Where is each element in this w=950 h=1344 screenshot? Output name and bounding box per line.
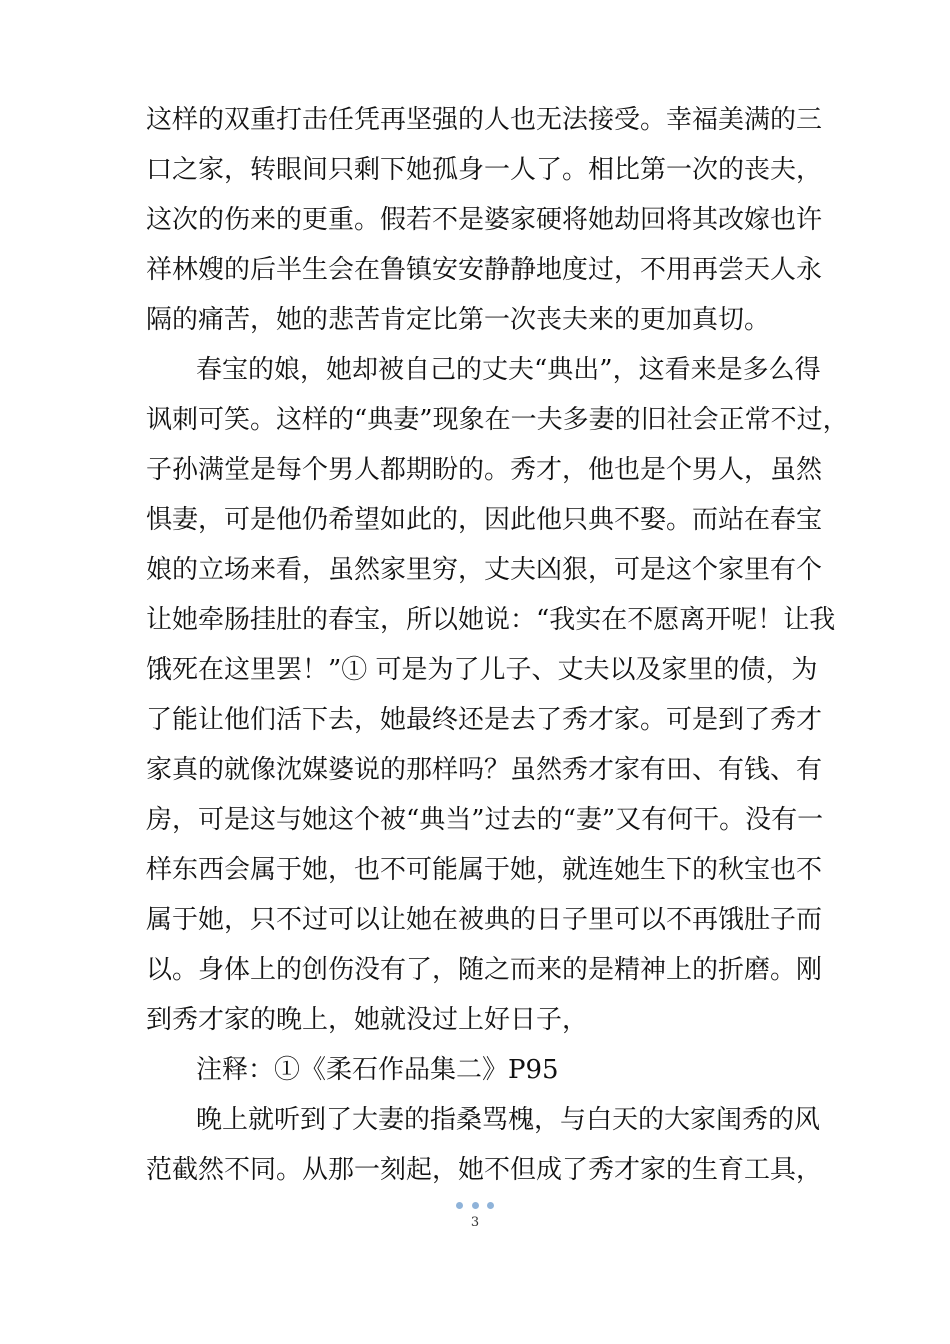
text-line: 家真的就像沈媒婆说的那样吗？虽然秀才家有田、有钱、有 [146, 755, 823, 785]
text-line: 子孙满堂是每个男人都期盼的。秀才，他也是个男人，虽然 [146, 455, 823, 485]
text-line: 以。身体上的创伤没有了，随之而来的是精神上的折磨。刚 [146, 955, 823, 985]
more-content-dots-icon [456, 1200, 494, 1210]
text-line-paragraph-start: 晚上就听到了大妻的指桑骂槐，与白天的大家闺秀的风 [196, 1105, 821, 1135]
dot [487, 1202, 494, 1209]
text-line: 了能让他们活下去，她最终还是去了秀才家。可是到了秀才 [146, 705, 823, 735]
text-line: 这样的双重打击任凭再坚强的人也无法接受。幸福美满的三 [146, 105, 823, 135]
text-line: 房，可是这与她这个被“典当”过去的“妻”又有何干。没有一 [146, 805, 824, 835]
text-line: 饿死在这里罢！”① 可是为了儿子、丈夫以及家里的债，为 [146, 655, 818, 685]
text-line: 这次的伤来的更重。假若不是婆家硬将她劫回将其改嫁也许 [146, 205, 823, 235]
dot [472, 1202, 479, 1209]
text-line-paragraph-start: 春宝的娘，她却被自己的丈夫“典出”，这看来是多么得 [196, 355, 821, 385]
text-line: 到秀才家的晚上，她就没过上好日子， [146, 1005, 589, 1035]
page-number: 3 [470, 1215, 480, 1230]
text-line: 隔的痛苦，她的悲苦肯定比第一次丧夫来的更加真切。 [146, 305, 771, 335]
text-line: 样东西会属于她，也不可能属于她，就连她生下的秋宝也不 [146, 855, 823, 885]
text-line: 祥林嫂的后半生会在鲁镇安安静静地度过，不用再尝天人永 [146, 255, 823, 285]
dot [456, 1202, 463, 1209]
text-line: 范截然不同。从那一刻起，她不但成了秀才家的生育工具， [146, 1155, 823, 1185]
text-line: 口之家，转眼间只剩下她孤身一人了。相比第一次的丧夫， [146, 155, 823, 185]
document-body [146, 95, 849, 1195]
text-line: 娘的立场来看，虽然家里穷，丈夫凶狠，可是这个家里有个 [146, 555, 823, 585]
text-line: 讽刺可笑。这样的“典妻”现象在一夫多妻的旧社会正常不过， [146, 405, 849, 435]
text-line: 属于她，只不过可以让她在被典的日子里可以不再饿肚子而 [146, 905, 823, 935]
text-line: 惧妻，可是他仍希望如此的，因此他只典不娶。而站在春宝 [146, 505, 823, 535]
text-line: 让她牵肠挂肚的春宝，所以她说：“我实在不愿离开呢！让我 [146, 605, 836, 635]
footnote: 注释：①《柔石作品集二》P95 [196, 1055, 559, 1085]
